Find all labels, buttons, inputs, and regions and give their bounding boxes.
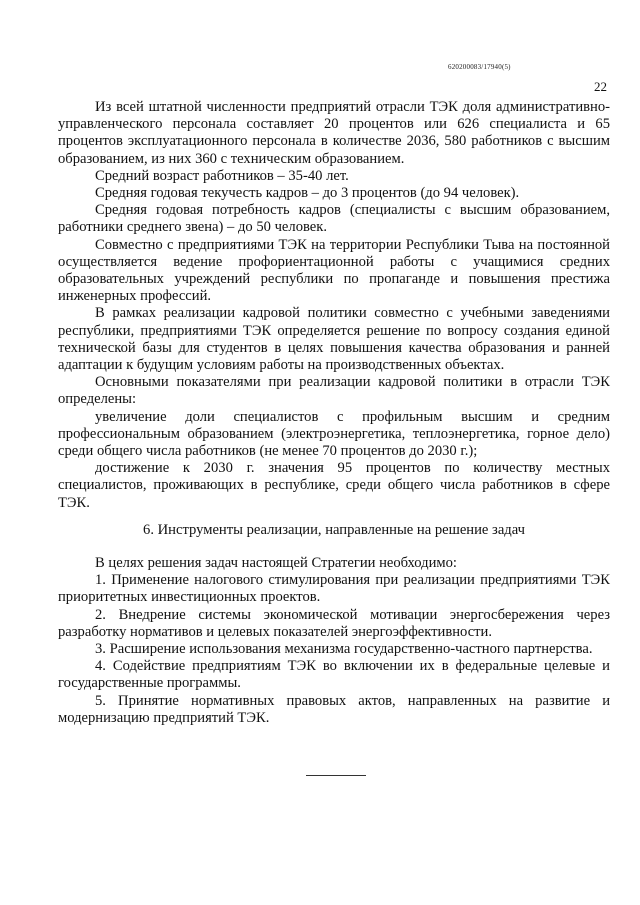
list-item-energy-motivation: 2. Внедрение системы экономической мотивации энергосбережения через разработку нормативов и целевых показателей энергоэффективности. <box>58 606 610 640</box>
paragraph-career-guidance: Совместно с предприятиями ТЭК на территории Республики Тыва на постоянной осуществляется ведение профориентационной работы с учащимися средних образовательных учреждений республики по пропаганде и повышения престижа инженерных профессий. <box>58 236 610 305</box>
paragraph-key-indicators: Основными показателями при реализации кадровой политики в отрасли ТЭК определены: <box>58 374 610 408</box>
paragraph-technical-base: В рамках реализации кадровой политики совместно с учебными заведениями республики, предприятиями ТЭК определяется решение по вопросу создания единой технической базы для студентов в целях повышения качества образования и ранней адаптации к будущим условиям работы на производственных объектах. <box>58 305 610 374</box>
section-heading: 6. Инструменты реализации, направленные на решение задач <box>143 522 525 538</box>
paragraph-staff-structure: Из всей штатной численности предприятий отрасли ТЭК доля административно-управленческого персонала составляет 20 процентов или 626 специалиста и 65 процентов эксплуатационного персонала в количестве 2036, 580 работников с высшим образованием, из них 360 с техническим образованием. <box>58 99 610 167</box>
list-item-ppp: 3. Расширение использования механизма государственно-частного партнерства. <box>95 641 593 658</box>
paragraph-staff-demand: Средняя годовая потребность кадров (специалисты с высшим образованием, работники среднего звена) – до 50 человек. <box>58 202 610 236</box>
paragraph-turnover: Средняя годовая текучесть кадров – до 3 процентов (до 94 человек). <box>95 185 520 202</box>
list-item-regulations: 5. Принятие нормативных правовых актов, направленных на развитие и модернизацию предприятий ТЭК. <box>58 692 610 726</box>
end-divider <box>306 775 366 776</box>
paragraph-average-age: Средний возраст работников – 35-40 лет. <box>95 167 349 184</box>
page-number: 22 <box>594 79 607 94</box>
paragraph-intro: В целях решения задач настоящей Стратегии необходимо: <box>95 555 457 571</box>
list-item-tax-incentives: 1. Применение налогового стимулирования при реализации предприятиями ТЭК приоритетных инвестиционных проектов. <box>58 572 610 606</box>
paragraph-indicator-specialists: увеличение доли специалистов с профильным высшим и средним профессиональным образованием (электроэнергетика, теплоэнергетика, горное дело) среди общего числа работников (не менее 70 процентов до 2030 г.); <box>58 408 610 460</box>
paragraph-indicator-local: достижение к 2030 г. значения 95 процентов по количеству местных специалистов, проживающих в республике, среди общего числа работников в сфере ТЭК. <box>58 460 610 511</box>
instruments-section <box>58 555 610 727</box>
list-item-federal-programs: 4. Содействие предприятиям ТЭК во включении их в федеральные целевые и государственные программы. <box>58 658 610 692</box>
staffing-section <box>58 99 610 512</box>
document-code: 620200083/17940(5) <box>448 63 511 71</box>
